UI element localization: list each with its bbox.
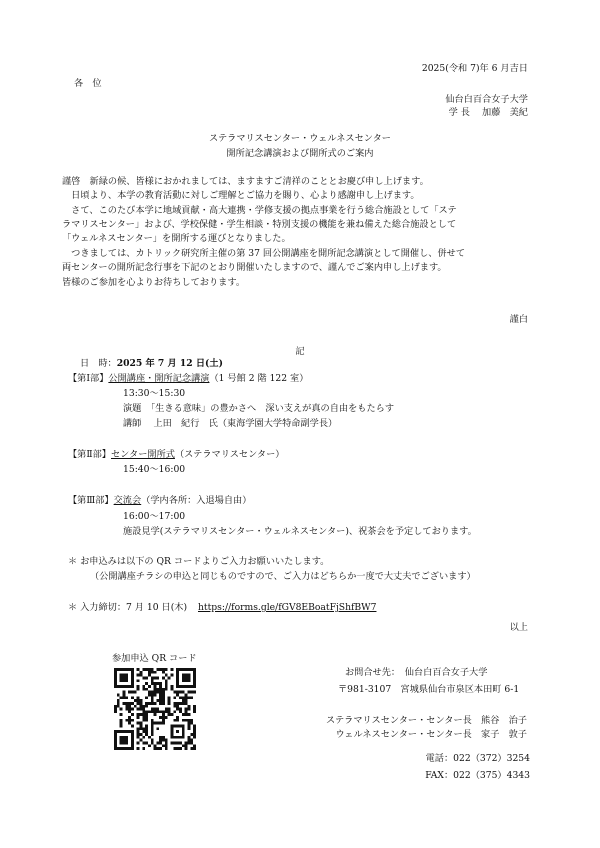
datetime-value: 2025 年 7 月 12 日(土)	[116, 358, 223, 369]
inquiry-line: お問合せ先： 仙台白百合女子大学	[345, 667, 488, 678]
body-paragraph-4c: 皆様のご参加を心よりお待ちしております。	[62, 277, 246, 288]
note-application-sub: （公開講座チラシの申込と同じものですので、ご入力はどちらか一度で大丈夫でございます）	[90, 571, 476, 582]
issue-date: 2025(令和 7)年 6 月吉日	[421, 63, 528, 74]
part2-label: 【第Ⅱ部】	[68, 449, 111, 460]
ki-heading: 記	[295, 346, 305, 357]
part2-time: 15:40～16:00	[123, 464, 186, 475]
qr-code-image[interactable]	[114, 668, 196, 750]
part2-place: （ステラマリスセンター）	[174, 449, 285, 460]
wellness-center-head: ウェルネスセンター・センター長 家子 敦子	[335, 729, 527, 740]
part1-time: 13:30～15:30	[123, 388, 186, 399]
body-paragraph-3a: さて、このたび本学に地域貢献・高大連携・学修支援の拠点事業を行う総合施設として「ステ	[62, 205, 457, 216]
part3-label: 【第Ⅲ部】	[68, 495, 114, 506]
part1-place: （1 号館 2 階 122 室）	[209, 373, 309, 384]
part1-label: 【第Ⅰ部】	[68, 373, 109, 384]
part1-row	[68, 373, 308, 385]
addressee: 各 位	[74, 78, 102, 89]
university-name: 仙台白百合女子大学	[445, 94, 528, 105]
deadline-row	[68, 602, 376, 614]
body-paragraph-4b: 両センターの開所記念行事を下記のとおり開催いたしますので、謹んでご案内申し上げます。	[62, 262, 447, 273]
body-paragraph-4a: つきましては、カトリック研究所主催の第 37 回公開講座を開所記念講演として開催し、併せて	[62, 248, 466, 259]
president-name: 学 長 加藤 美紀	[448, 107, 528, 118]
part2-title: センター開所式	[111, 449, 175, 460]
note-application: ＊ お申込みは以下の QR コードよりご入力お願いいたします。	[68, 556, 330, 567]
address-line: 〒981-3107 宮城県仙台市泉区本田町 6-1	[338, 684, 520, 695]
part3-row	[68, 495, 251, 507]
body-paragraph-3c: 「ウェルネスセンター」を開所する運びとなりました。	[62, 233, 291, 244]
body-paragraph-1: 謹啓 新緑の候、皆様におかれましては、ますますご清祥のこととお慶び申し上げます。	[62, 176, 429, 187]
datetime-label: 日 時：	[80, 358, 117, 369]
fax-line: FAX：022（375）4343	[425, 770, 530, 781]
part1-lecturer: 講師 上田 紀行 氏（東海学園大学特命副学長）	[123, 418, 338, 429]
ijo-word: 以上	[509, 622, 528, 633]
part3-title: 交流会	[113, 495, 142, 506]
body-paragraph-2: 日頃より、本学の教育活動に対しご理解とご協力を賜り、心より感謝申し上げます。	[62, 190, 420, 201]
part2-row	[68, 449, 284, 461]
datetime-row	[80, 358, 223, 370]
qr-label: 参加申込 QR コード	[112, 653, 197, 664]
part1-title: 公開講座・開所記念講演	[108, 373, 210, 384]
application-form-link[interactable]: https://forms.gle/fGV8EBoatFjShfBW7	[198, 602, 377, 613]
part3-note: 施設見学(ステラマリスセンター・ウェルネスセンター)、祝茶会を予定しております。	[123, 526, 477, 537]
title-line-1: ステラマリスセンター・ウェルネスセンター	[208, 133, 391, 144]
closing-word: 謹白	[509, 314, 528, 325]
body-paragraph-3b: ラマリスセンター」および、学校保健・学生相談・特別支援の機能を兼ね備えた総合施設として	[62, 219, 457, 230]
part3-time: 16:00～17:00	[123, 511, 186, 522]
title-line-2: 開所記念講演および開所式のご案内	[226, 148, 374, 159]
stella-center-head: ステラマリスセンター・センター長 熊谷 治子	[325, 715, 527, 726]
part1-topic: 演題 「生きる意味」の豊かさへ 深い支えが真の自由をもたらす	[123, 403, 395, 414]
telephone-line: 電話：022（372）3254	[425, 753, 530, 764]
part3-place: （学内各所：入退場自由）	[141, 495, 252, 506]
deadline-label: ＊ 入力締切：7 月 10 日(木)	[68, 602, 188, 613]
